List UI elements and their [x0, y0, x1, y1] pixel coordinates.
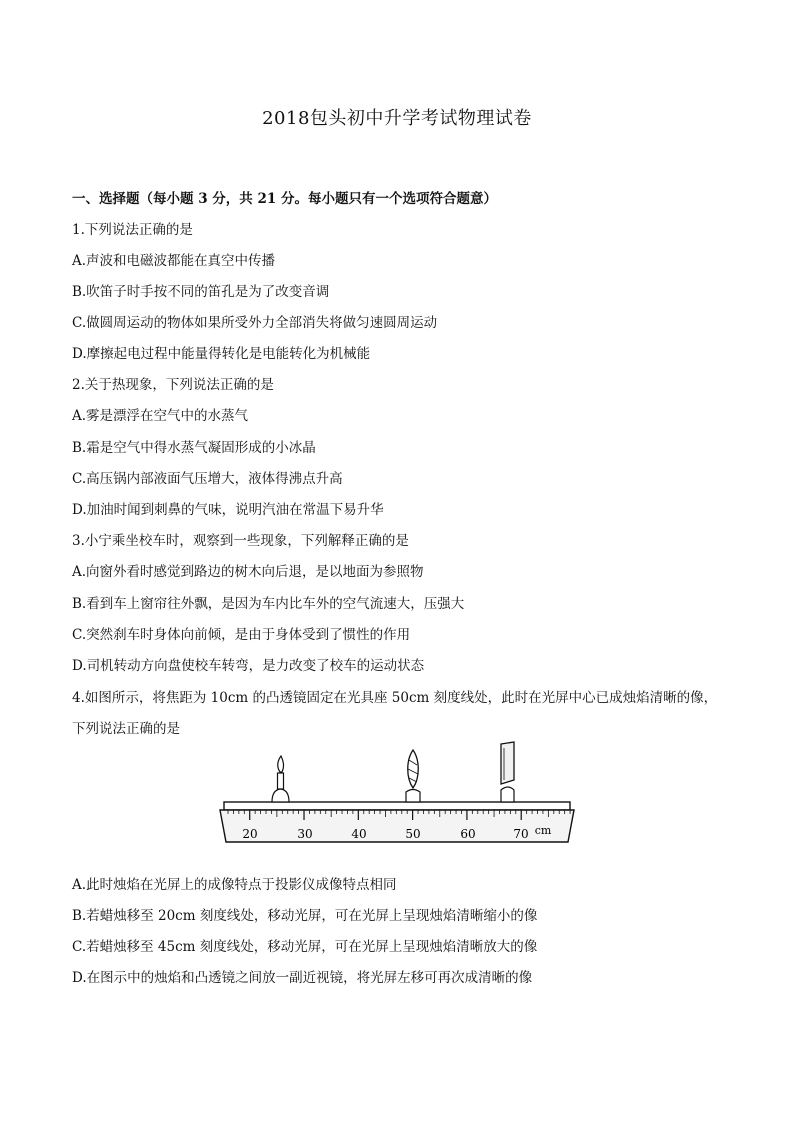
question-3-option-a: A.向窗外看时感觉到路边的树木向后退，是以地面为参照物 — [72, 564, 424, 580]
question-4-stem-line-2: 下列说法正确的是 — [72, 721, 180, 737]
screen-panel — [501, 742, 514, 784]
candle — [272, 756, 289, 802]
ruler-unit-label: cm — [534, 824, 552, 837]
candle-body — [278, 773, 284, 789]
question-2-stem: 2.关于热现象，下列说法正确的是 — [72, 377, 274, 393]
question-4-option-c: C.若蜡烛移至 45cm 刻度线处，移动光屏，可在光屏上呈现烛焰清晰放大的像 — [72, 939, 538, 955]
tick-label-20: 20 — [242, 827, 258, 841]
optical-bench-figure — [218, 738, 578, 850]
tick-label-70: 70 — [513, 827, 529, 841]
tick-label-60: 60 — [460, 827, 476, 841]
question-3-option-c: C.突然刹车时身体向前倾，是由于身体受到了惯性的作用 — [72, 627, 411, 643]
question-1-option-c: C.做圆周运动的物体如果所受外力全部消失将做匀速圆周运动 — [72, 315, 438, 331]
candle-flame — [278, 756, 284, 772]
lens — [408, 750, 419, 788]
question-2-option-b: B.霜是空气中得水蒸气凝固形成的小冰晶 — [72, 440, 316, 456]
question-2-option-a: A.雾是漂浮在空气中的水蒸气 — [72, 408, 249, 424]
candle-holder — [272, 789, 289, 802]
question-1-option-a: A.声波和电磁波都能在真空中传播 — [72, 253, 276, 269]
tick-label-40: 40 — [351, 827, 367, 841]
question-4-stem-line-1: 4.如图所示，将焦距为 10cm 的凸透镜固定在光具座 50cm 刻度线处，此时在光屏中心已成烛焰清晰的像， — [72, 690, 718, 706]
question-1-option-b: B.吹笛子时手按不同的笛孔是为了改变音调 — [72, 284, 330, 300]
tick-label-50: 50 — [405, 827, 421, 841]
question-4-option-b: B.若蜡烛移至 20cm 刻度线处，移动光屏，可在光屏上呈现烛焰清晰缩小的像 — [72, 908, 538, 924]
light-screen — [501, 742, 514, 802]
page-title: 2018包头初中升学考试物理试卷 — [262, 108, 532, 129]
question-2-option-c: C.高压锅内部液面气压增大，液体得沸点升高 — [72, 471, 343, 487]
screen-holder — [501, 787, 514, 802]
section-heading: 一、选择题（每小题 3 分，共 21 分。每小题只有一个选项符合题意） — [72, 191, 497, 207]
question-4-option-a: A.此时烛焰在光屏上的成像特点于投影仪成像特点相同 — [72, 877, 397, 893]
lens-holder — [406, 790, 420, 803]
convex-lens — [406, 750, 420, 802]
question-1-option-d: D.摩擦起电过程中能量得转化是电能转化为机械能 — [72, 346, 371, 362]
question-3-stem: 3.小宁乘坐校车时，观察到一些现象，下列解释正确的是 — [72, 533, 409, 549]
question-3-option-b: B.看到车上窗帘往外飘，是因为车内比车外的空气流速大，压强大 — [72, 596, 465, 612]
bench-rail — [224, 802, 570, 810]
question-4-option-d: D.在图示中的烛焰和凸透镜之间放一副近视镜，将光屏左移可再次成清晰的像 — [72, 970, 533, 986]
question-1-stem: 1.下列说法正确的是 — [72, 222, 193, 238]
question-3-option-d: D.司机转动方向盘使校车转弯，是力改变了校车的运动状态 — [72, 658, 425, 674]
tick-label-30: 30 — [297, 827, 313, 841]
question-2-option-d: D.加油时闻到刺鼻的气味，说明汽油在常温下易升华 — [72, 502, 384, 518]
